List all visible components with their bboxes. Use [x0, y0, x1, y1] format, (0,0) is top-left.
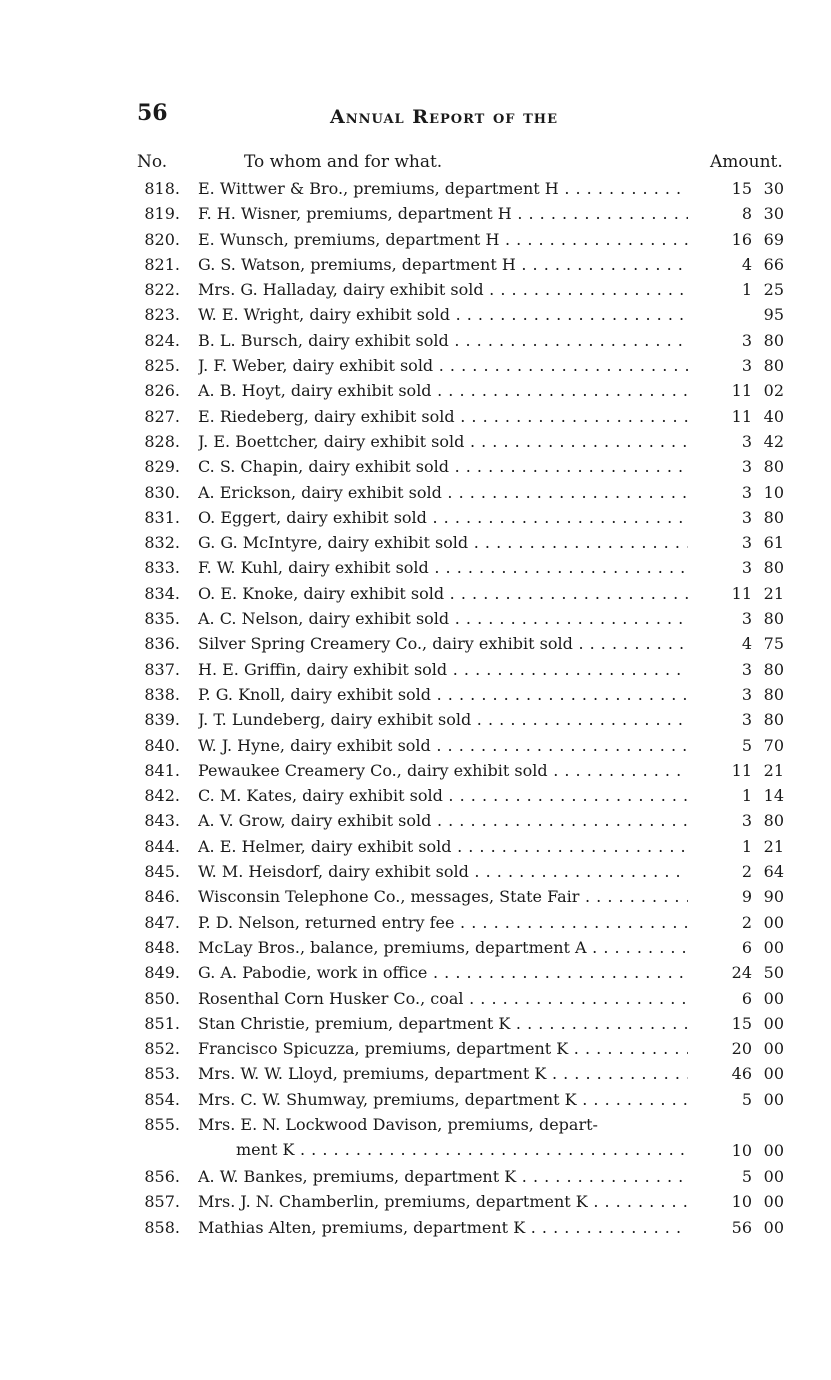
amount-dollars: 11 — [731, 381, 752, 401]
amount-dollars: 3 — [741, 558, 752, 578]
amount-cents: 21 — [763, 583, 784, 603]
amount-dollars: 3 — [741, 811, 752, 831]
entry-number: 856. — [144, 1166, 180, 1186]
entry-number: 852. — [144, 1039, 180, 1059]
amount-dollars: 10 — [731, 1140, 752, 1160]
table-row — [0, 910, 831, 935]
amount-dollars: 3 — [741, 507, 752, 527]
amount-dollars: 24 — [731, 963, 752, 983]
entry-number: 851. — [144, 1013, 180, 1033]
entry-number: 822. — [144, 280, 180, 300]
entry-number: 858. — [144, 1217, 180, 1237]
entry-description: A. W. Bankes, premiums, department K . . . — [198, 1164, 688, 1189]
entry-description: A. E. Helmer, dairy exhibit sold . . . — [198, 834, 688, 859]
entry-description: J. E. Boettcher, dairy exhibit sold . . . — [198, 429, 688, 454]
table-row — [0, 859, 831, 884]
entry-amount — [700, 1011, 784, 1036]
entry-amount — [700, 960, 784, 985]
amount-cents: 64 — [763, 862, 784, 882]
entry-description: A. B. Hoyt, dairy exhibit sold . . . — [198, 378, 688, 403]
entry-amount — [700, 986, 784, 1011]
table-row — [0, 986, 831, 1011]
amount-dollars: 6 — [741, 988, 752, 1008]
entry-description: A. C. Nelson, dairy exhibit sold . . . — [198, 606, 688, 631]
entry-number: 839. — [144, 710, 180, 730]
entry-description: Silver Spring Creamery Co., dairy exhibit sold . . . — [198, 631, 688, 656]
entry-description: A. V. Grow, dairy exhibit sold . . . — [198, 808, 688, 833]
table-row — [0, 505, 831, 530]
entry-description: Wisconsin Telephone Co., messages, State Fair . . . — [198, 884, 688, 909]
entry-number: 855. — [144, 1114, 180, 1134]
amount-dollars: 20 — [731, 1039, 752, 1059]
amount-dollars: 11 — [731, 760, 752, 780]
amount-dollars: 5 — [741, 1166, 752, 1186]
entry-number: 831. — [144, 507, 180, 527]
amount-cents: 80 — [763, 457, 784, 477]
entry-number: 850. — [144, 988, 180, 1008]
amount-dollars: 1 — [741, 836, 752, 856]
amount-cents: 90 — [763, 887, 784, 907]
amount-cents: 40 — [763, 406, 784, 426]
table-row — [0, 252, 831, 277]
table-row — [0, 758, 831, 783]
entry-amount — [700, 1036, 784, 1061]
table-row — [0, 884, 831, 909]
entry-description: Mrs. J. N. Chamberlin, premiums, department K . . . — [198, 1189, 688, 1214]
amount-dollars: 5 — [741, 1089, 752, 1109]
amount-cents: 14 — [763, 786, 784, 806]
entry-number: 825. — [144, 356, 180, 376]
entry-description: Rosenthal Corn Husker Co., coal . . . — [198, 986, 688, 1011]
entry-amount — [700, 682, 784, 707]
entry-amount — [700, 201, 784, 226]
entry-description: G. A. Pabodie, work in office . . . — [198, 960, 688, 985]
amount-cents: 00 — [763, 1064, 784, 1084]
entry-description: B. L. Bursch, dairy exhibit sold . . . — [198, 328, 688, 353]
amount-cents: 80 — [763, 659, 784, 679]
amount-dollars: 2 — [741, 862, 752, 882]
entry-number: 841. — [144, 760, 180, 780]
table-row — [0, 1036, 831, 1061]
page-number: 56 — [137, 100, 168, 126]
entry-number: 821. — [144, 254, 180, 274]
entry-amount — [700, 808, 784, 833]
entry-number: 824. — [144, 330, 180, 350]
amount-cents: 42 — [763, 431, 784, 451]
amount-dollars: 3 — [741, 356, 752, 376]
entry-number: 857. — [144, 1192, 180, 1212]
amount-cents: 80 — [763, 710, 784, 730]
entry-amount — [700, 733, 784, 758]
table-row — [0, 1087, 831, 1112]
entry-number: 826. — [144, 381, 180, 401]
amount-dollars: 5 — [741, 735, 752, 755]
table-row — [0, 555, 831, 580]
amount-cents: 00 — [763, 1013, 784, 1033]
entry-description: J. F. Weber, dairy exhibit sold . . . — [198, 353, 688, 378]
entry-number: 847. — [144, 912, 180, 932]
amount-cents: 80 — [763, 507, 784, 527]
table-row — [0, 733, 831, 758]
table-row — [0, 1061, 831, 1086]
table-row — [0, 328, 831, 353]
entry-description-line2: ment K . . . — [198, 1137, 688, 1162]
amount-cents: 21 — [763, 760, 784, 780]
entry-amount — [700, 910, 784, 935]
entry-amount — [700, 758, 784, 783]
table-row — [0, 302, 831, 327]
amount-dollars — [724, 302, 752, 327]
entry-number: 838. — [144, 684, 180, 704]
entry-number: 829. — [144, 457, 180, 477]
entry-amount — [700, 935, 784, 960]
amount-dollars: 16 — [731, 229, 752, 249]
entry-description: E. Wittwer & Bro., premiums, department H . . . — [198, 176, 688, 201]
entry-amount — [700, 1138, 784, 1163]
entry-amount — [700, 859, 784, 884]
amount-cents: 80 — [763, 811, 784, 831]
entry-amount — [700, 252, 784, 277]
entry-description: Pewaukee Creamery Co., dairy exhibit sold . . . — [198, 758, 688, 783]
amount-cents: 95 — [763, 305, 784, 325]
amount-cents: 00 — [763, 937, 784, 957]
entry-description: E. Riedeberg, dairy exhibit sold . . . — [198, 404, 688, 429]
amount-cents: 02 — [763, 381, 784, 401]
entry-amount — [700, 657, 784, 682]
entry-amount — [700, 353, 784, 378]
entry-number: 844. — [144, 836, 180, 856]
amount-dollars: 10 — [731, 1192, 752, 1212]
table-row — [0, 353, 831, 378]
table-row — [0, 1164, 831, 1189]
column-header-amount: Amount. — [710, 152, 783, 172]
entry-description: C. S. Chapin, dairy exhibit sold . . . — [198, 454, 688, 479]
entry-amount — [700, 328, 784, 353]
entry-amount — [700, 454, 784, 479]
entry-number: 845. — [144, 862, 180, 882]
table-row — [0, 378, 831, 403]
table-row — [0, 581, 831, 606]
amount-dollars: 3 — [741, 533, 752, 553]
amount-dollars: 1 — [741, 786, 752, 806]
amount-dollars: 4 — [741, 254, 752, 274]
amount-cents: 61 — [763, 533, 784, 553]
entry-description-line1: Mrs. E. N. Lockwood Davison, premiums, depart- — [198, 1114, 598, 1134]
amount-dollars: 3 — [741, 330, 752, 350]
entry-number: 848. — [144, 937, 180, 957]
amount-dollars: 9 — [741, 887, 752, 907]
entry-description: Francisco Spicuzza, premiums, department K . . . — [198, 1036, 688, 1061]
entry-amount — [700, 834, 784, 859]
amount-cents: 00 — [763, 988, 784, 1008]
entry-number: 846. — [144, 887, 180, 907]
entry-description: G. S. Watson, premiums, department H . . . — [198, 252, 688, 277]
entry-amount — [700, 227, 784, 252]
entry-description: Mrs. C. W. Shumway, premiums, department K . . . — [198, 1087, 688, 1112]
entry-description: Mrs. W. W. Lloyd, premiums, department K . . . — [198, 1061, 688, 1086]
table-row — [0, 606, 831, 631]
column-header-description: To whom and for what. — [244, 152, 443, 172]
amount-cents: 66 — [763, 254, 784, 274]
entry-number: 827. — [144, 406, 180, 426]
amount-dollars: 46 — [731, 1064, 752, 1084]
entry-number: 854. — [144, 1089, 180, 1109]
table-row — [0, 935, 831, 960]
amount-cents: 10 — [763, 482, 784, 502]
amount-cents: 70 — [763, 735, 784, 755]
table-row — [0, 783, 831, 808]
entry-description: Stan Christie, premium, department K . . . — [198, 1011, 688, 1036]
entry-description: J. T. Lundeberg, dairy exhibit sold . . . — [198, 707, 688, 732]
entry-amount — [700, 884, 784, 909]
entry-amount — [700, 783, 784, 808]
entry-amount — [700, 1164, 784, 1189]
amount-dollars: 3 — [741, 684, 752, 704]
amount-cents: 80 — [763, 356, 784, 376]
table-row — [0, 657, 831, 682]
table-row — [0, 1011, 831, 1036]
table-row — [0, 454, 831, 479]
entry-description — [198, 1112, 688, 1162]
table-row — [0, 1189, 831, 1214]
amount-dollars: 3 — [741, 659, 752, 679]
entry-number: 820. — [144, 229, 180, 249]
entry-description: H. E. Griffin, dairy exhibit sold . . . — [198, 657, 688, 682]
entry-amount — [700, 429, 784, 454]
amount-cents: 80 — [763, 684, 784, 704]
entry-amount — [700, 631, 784, 656]
entry-description: W. J. Hyne, dairy exhibit sold . . . — [198, 733, 688, 758]
table-row — [0, 682, 831, 707]
amount-dollars: 3 — [741, 457, 752, 477]
entry-number: 828. — [144, 431, 180, 451]
entry-amount — [700, 707, 784, 732]
entry-amount — [700, 606, 784, 631]
entry-number: 830. — [144, 482, 180, 502]
amount-cents: 00 — [763, 1140, 784, 1160]
table-row — [0, 960, 831, 985]
entry-description: W. E. Wright, dairy exhibit sold . . . — [198, 302, 688, 327]
entry-amount — [700, 530, 784, 555]
entry-amount — [700, 404, 784, 429]
entry-number: 833. — [144, 558, 180, 578]
amount-cents: 80 — [763, 609, 784, 629]
entry-description: O. Eggert, dairy exhibit sold . . . — [198, 505, 688, 530]
entry-number: 837. — [144, 659, 180, 679]
entry-number: 849. — [144, 963, 180, 983]
entry-description: A. Erickson, dairy exhibit sold . . . — [198, 480, 688, 505]
entry-number: 818. — [144, 179, 180, 198]
table-row — [0, 404, 831, 429]
entry-amount — [700, 176, 784, 201]
entry-number: 836. — [144, 634, 180, 654]
entry-amount — [700, 581, 784, 606]
entries-list — [0, 176, 831, 1240]
entry-amount — [700, 1215, 784, 1240]
amount-dollars: 3 — [741, 482, 752, 502]
amount-cents: 80 — [763, 558, 784, 578]
entry-number: 819. — [144, 204, 180, 224]
table-row — [0, 176, 831, 201]
table-row — [0, 227, 831, 252]
entry-description: P. G. Knoll, dairy exhibit sold . . . — [198, 682, 688, 707]
amount-dollars: 6 — [741, 937, 752, 957]
amount-cents: 00 — [763, 1192, 784, 1212]
entry-amount — [700, 555, 784, 580]
entry-description: Mrs. G. Halladay, dairy exhibit sold . . . — [198, 277, 688, 302]
amount-dollars: 4 — [741, 634, 752, 654]
entry-number: 823. — [144, 305, 180, 325]
entry-amount — [700, 505, 784, 530]
table-row — [0, 1112, 831, 1164]
amount-cents: 00 — [763, 1217, 784, 1237]
running-head: Annual Report of the — [330, 106, 558, 128]
table-row — [0, 480, 831, 505]
entry-number: 840. — [144, 735, 180, 755]
amount-dollars: 2 — [741, 912, 752, 932]
amount-dollars: 3 — [741, 609, 752, 629]
entry-amount — [700, 1087, 784, 1112]
entry-description: G. G. McIntyre, dairy exhibit sold . . . — [198, 530, 688, 555]
amount-cents: 00 — [763, 912, 784, 932]
amount-cents: 30 — [763, 179, 784, 198]
entry-amount — [700, 277, 784, 302]
amount-dollars: 15 — [731, 1013, 752, 1033]
table-row — [0, 530, 831, 555]
entry-description: P. D. Nelson, returned entry fee . . . — [198, 910, 688, 935]
entry-description: E. Wunsch, premiums, department H . . . — [198, 227, 688, 252]
amount-cents: 69 — [763, 229, 784, 249]
entry-number: 832. — [144, 533, 180, 553]
entry-description: McLay Bros., balance, premiums, department A . . . — [198, 935, 688, 960]
entry-amount — [700, 378, 784, 403]
entry-description: O. E. Knoke, dairy exhibit sold . . . — [198, 581, 688, 606]
amount-dollars: 3 — [741, 431, 752, 451]
entry-description: C. M. Kates, dairy exhibit sold . . . — [198, 783, 688, 808]
amount-cents: 75 — [763, 634, 784, 654]
amount-cents: 21 — [763, 836, 784, 856]
amount-cents: 00 — [763, 1039, 784, 1059]
entry-amount — [700, 480, 784, 505]
amount-cents: 30 — [763, 204, 784, 224]
amount-dollars: 11 — [731, 406, 752, 426]
entry-amount — [700, 1189, 784, 1214]
amount-cents: 50 — [763, 963, 784, 983]
table-row — [0, 201, 831, 226]
amount-cents: 25 — [763, 280, 784, 300]
amount-cents: 00 — [763, 1089, 784, 1109]
amount-dollars: 3 — [741, 710, 752, 730]
table-row — [0, 631, 831, 656]
entry-description: Mathias Alten, premiums, department K . . . — [198, 1215, 688, 1240]
entry-number: 853. — [144, 1064, 180, 1084]
entry-description: W. M. Heisdorf, dairy exhibit sold . . . — [198, 859, 688, 884]
amount-cents: 80 — [763, 330, 784, 350]
table-row — [0, 1215, 831, 1240]
amount-cents: 00 — [763, 1166, 784, 1186]
amount-dollars: 1 — [741, 280, 752, 300]
table-row — [0, 429, 831, 454]
table-row — [0, 808, 831, 833]
entry-description: F. W. Kuhl, dairy exhibit sold . . . — [198, 555, 688, 580]
entry-amount — [700, 1061, 784, 1086]
entry-number: 835. — [144, 609, 180, 629]
column-header-no: No. — [137, 152, 168, 172]
amount-dollars: 56 — [731, 1217, 752, 1237]
table-row — [0, 707, 831, 732]
amount-dollars: 8 — [741, 204, 752, 224]
entry-amount — [700, 302, 784, 327]
column-headers — [0, 152, 831, 176]
entry-description: F. H. Wisner, premiums, department H . . . — [198, 201, 688, 226]
amount-dollars: 15 — [731, 179, 752, 198]
entry-number: 834. — [144, 583, 180, 603]
entry-number: 842. — [144, 786, 180, 806]
table-row — [0, 834, 831, 859]
table-row — [0, 277, 831, 302]
amount-dollars: 11 — [731, 583, 752, 603]
entry-number: 843. — [144, 811, 180, 831]
